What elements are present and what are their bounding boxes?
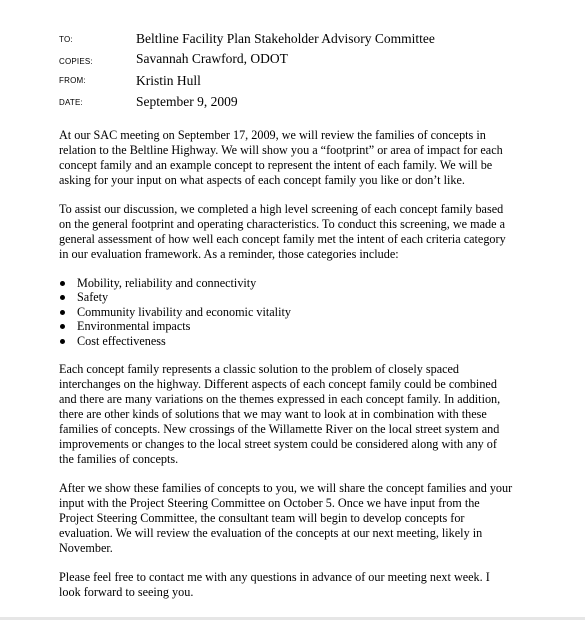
list-item-text: Safety [77, 290, 109, 305]
text-line: Each concept family represents a classic solution to the problem of closely spaced [59, 361, 460, 376]
list-item-text: Environmental impacts [77, 319, 191, 334]
from-value: Kristin Hull [136, 73, 201, 88]
bullet-icon [60, 310, 65, 315]
text-line: To assist our discussion, we completed a high level screening of each concept family based [59, 202, 504, 216]
header-row-date [0, 94, 585, 114]
memo-body [59, 128, 529, 614]
list-item [59, 290, 529, 304]
text-line: and there are many variations on the themes expressed in each concept family. In addition, [59, 391, 501, 406]
to-label: TO: [59, 35, 73, 44]
text-line: in our evaluation framework. As a reminder, those categories include: [59, 247, 399, 261]
text-line: asking for your input on what aspects of each concept family you like or don’t like. [59, 173, 465, 187]
from-label: FROM: [59, 76, 86, 85]
text-line: general assessment of how well each concept family met the intent of each criteria category [59, 232, 506, 246]
bullet-icon [60, 339, 65, 344]
text-line: Project Steering Committee, the consultant team will begin to develop concepts for [59, 510, 465, 525]
date-value: September 9, 2009 [136, 94, 238, 109]
bullet-icon [60, 281, 65, 286]
text-line: concept family and an example concept to represent the intent of each family. We will be [59, 158, 493, 172]
copies-value: Savannah Crawford, ODOT [136, 51, 288, 66]
category-list [59, 276, 529, 348]
header-row-to [0, 31, 585, 51]
text-line: families of concepts. New crossings of the Willamette River on the local street system and [59, 421, 500, 436]
list-item [59, 305, 529, 319]
text-line: relation to the Beltline Highway. We will show you a “footprint” or area of impact for each [59, 143, 503, 157]
text-line: the families of concepts. [59, 451, 179, 466]
text-line: interchanges on the highway. Different aspects of each concept family could be combined [59, 376, 497, 391]
list-item-text: Cost effectiveness [77, 333, 166, 348]
paragraph-concept-families [59, 362, 529, 467]
list-item [59, 276, 529, 290]
text-line: on the general footprint and operating characteristics. To conduct this screening, we made a [59, 217, 505, 231]
date-label: DATE: [59, 98, 83, 107]
header-row-from [0, 73, 585, 93]
bullet-icon [60, 295, 65, 300]
text-line: November. [59, 540, 113, 555]
list-item [59, 319, 529, 333]
bullet-icon [60, 324, 65, 329]
text-line: Please feel free to contact me with any questions in advance of our meeting next week. I [59, 569, 490, 584]
copies-label: COPIES: [59, 57, 93, 66]
text-line: input with the Project Steering Committee on October 5. Once we have input from the [59, 495, 480, 510]
list-item [59, 334, 529, 348]
text-line: improvements or changes to the local street system could be considered along with any of [59, 436, 497, 451]
paragraph-closing [59, 570, 529, 600]
text-line: At our SAC meeting on September 17, 2009, we will review the families of concepts in [59, 128, 486, 142]
text-line: there are other kinds of solutions that we may want to look at in combination with these [59, 406, 487, 421]
list-item-text: Community livability and economic vitality [77, 304, 291, 319]
paragraph-intro [59, 128, 529, 188]
paragraph-screening [59, 202, 529, 262]
text-line: evaluation. We will review the evaluation of the concepts at our next meeting, likely in [59, 525, 483, 540]
paragraph-next-steps [59, 481, 529, 556]
to-value: Beltline Facility Plan Stakeholder Advisory Committee [136, 31, 435, 46]
header-row-copies [0, 51, 585, 71]
text-line: After we show these families of concepts to you, we will share the concept families and your [59, 480, 513, 495]
list-item-text: Mobility, reliability and connectivity [77, 276, 257, 290]
text-line: look forward to seeing you. [59, 584, 194, 599]
